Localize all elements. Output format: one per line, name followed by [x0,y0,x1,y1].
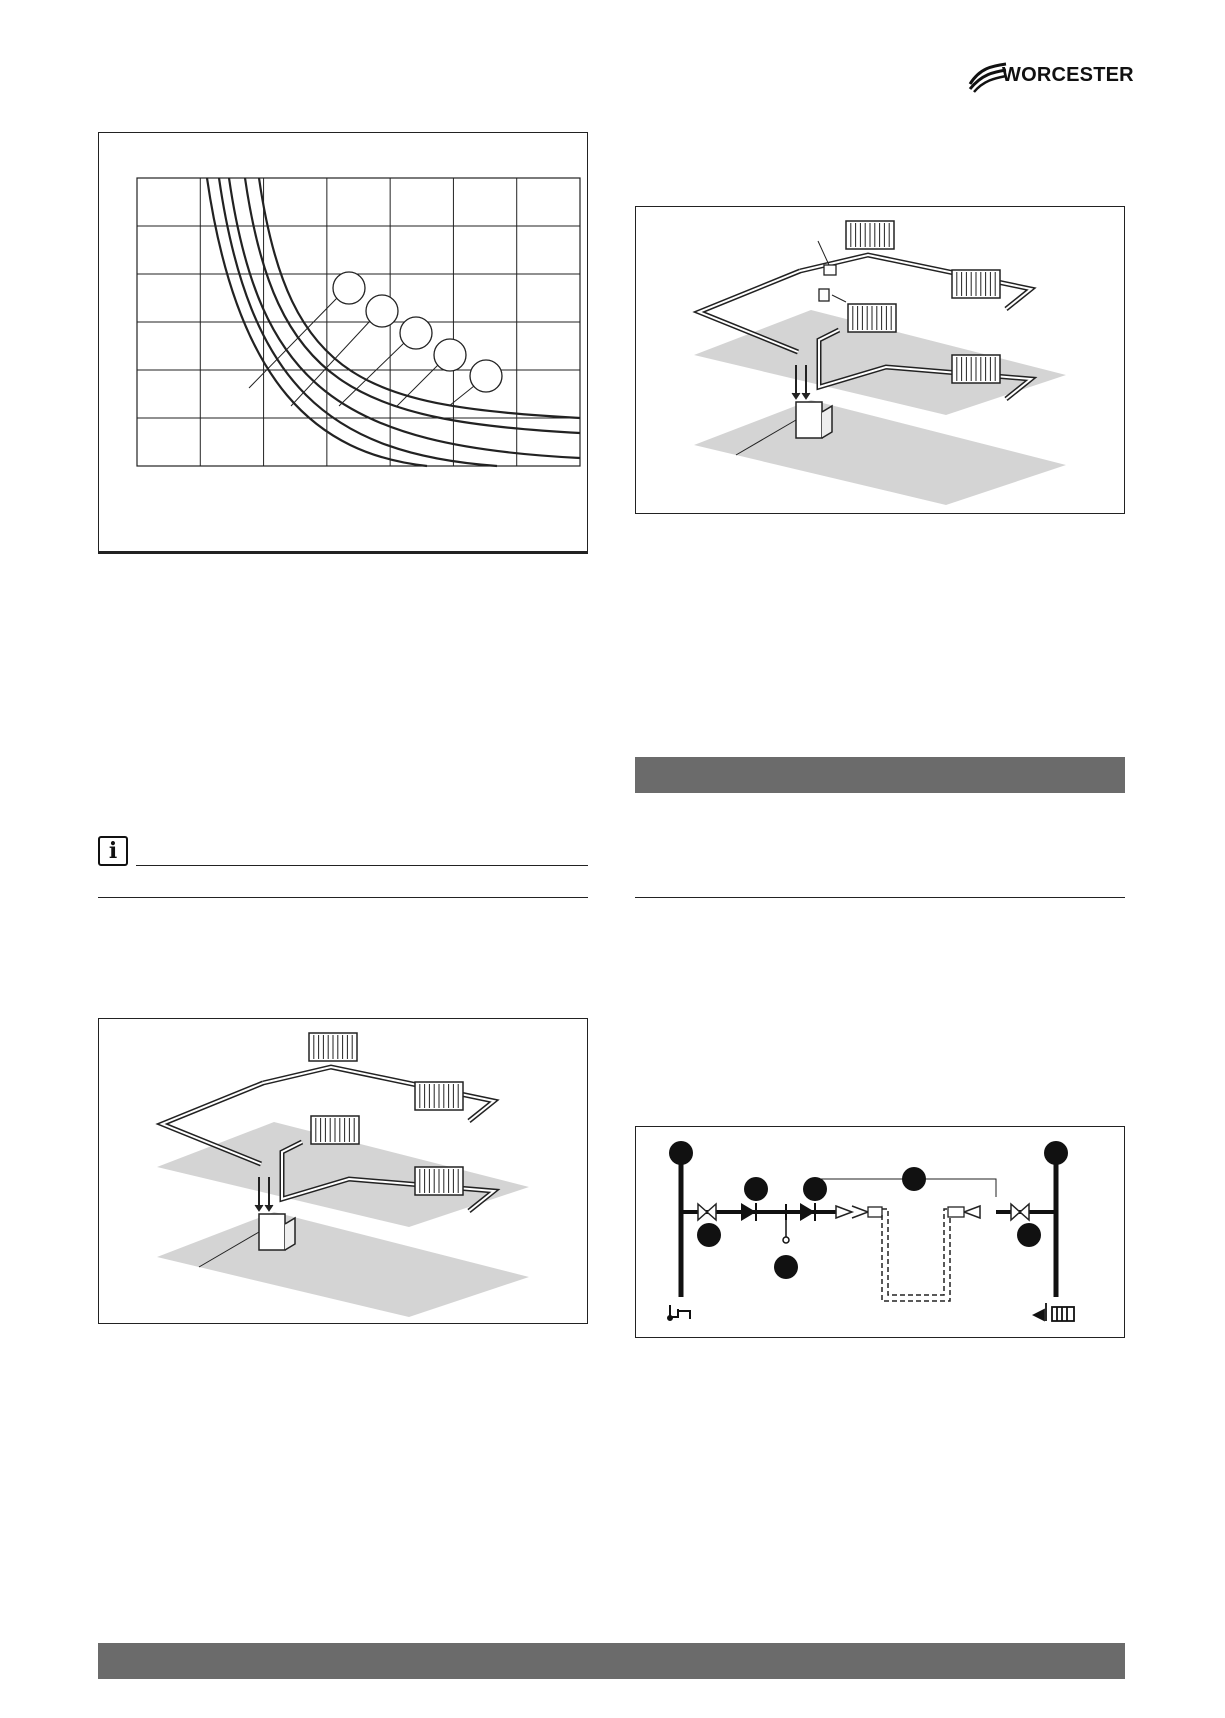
chart-series-line [259,178,580,418]
chart-bottom-rule [99,551,587,553]
info-notice-end-rule [98,897,588,898]
callout-leader [449,386,474,406]
callout-circle [400,317,432,349]
filling-hose-inner [882,1215,950,1301]
callout-circle [470,360,502,392]
callout-leader [291,321,370,406]
valve-leader [818,241,829,265]
info-notice-rule [136,865,588,866]
heating-radiator-icon [1034,1303,1074,1321]
pump-icon [819,289,829,301]
info-icon: i [98,836,128,866]
system-layout-figure-a [98,1018,588,1324]
callout-marker [744,1177,768,1201]
boiler-unit [796,402,822,438]
system-layout-diagram-b [636,207,1123,512]
lower-floor-plate [694,400,1066,505]
brand-logo [968,58,1134,94]
callout-circle [366,295,398,327]
hose-connector-icon [836,1206,980,1218]
callout-marker [803,1177,827,1201]
boiler-unit [259,1214,285,1250]
system-layout-diagram-a [99,1019,586,1322]
pump-leader [832,295,846,302]
filling-loop-diagram [636,1127,1123,1336]
callout-circle [333,272,365,304]
filling-loop-figure [635,1126,1125,1338]
chart-series-line [229,178,580,458]
test-point-icon [783,1237,789,1243]
section-header-bar [635,757,1125,793]
brand-name: WORCESTER [1002,64,1134,86]
callout-marker [669,1141,693,1165]
callout-marker [1017,1223,1041,1247]
callout-marker [1044,1141,1068,1165]
callout-circle [434,339,466,371]
callout-marker [697,1223,721,1247]
section-rule [635,897,1125,898]
chart-grid [137,178,580,466]
filling-hose-outer [882,1209,948,1295]
lower-floor-plate [157,1212,529,1317]
callout-leader [397,365,438,406]
curve-chart [99,133,586,552]
curve-chart-figure [98,132,588,554]
callout-leader [249,298,337,388]
footer-bar [98,1643,1125,1679]
callout-marker [902,1167,926,1191]
callout-marker [774,1255,798,1279]
bypass-valve-icon [824,265,836,275]
system-layout-figure-b [635,206,1125,514]
cold-water-tap-icon [668,1305,690,1320]
